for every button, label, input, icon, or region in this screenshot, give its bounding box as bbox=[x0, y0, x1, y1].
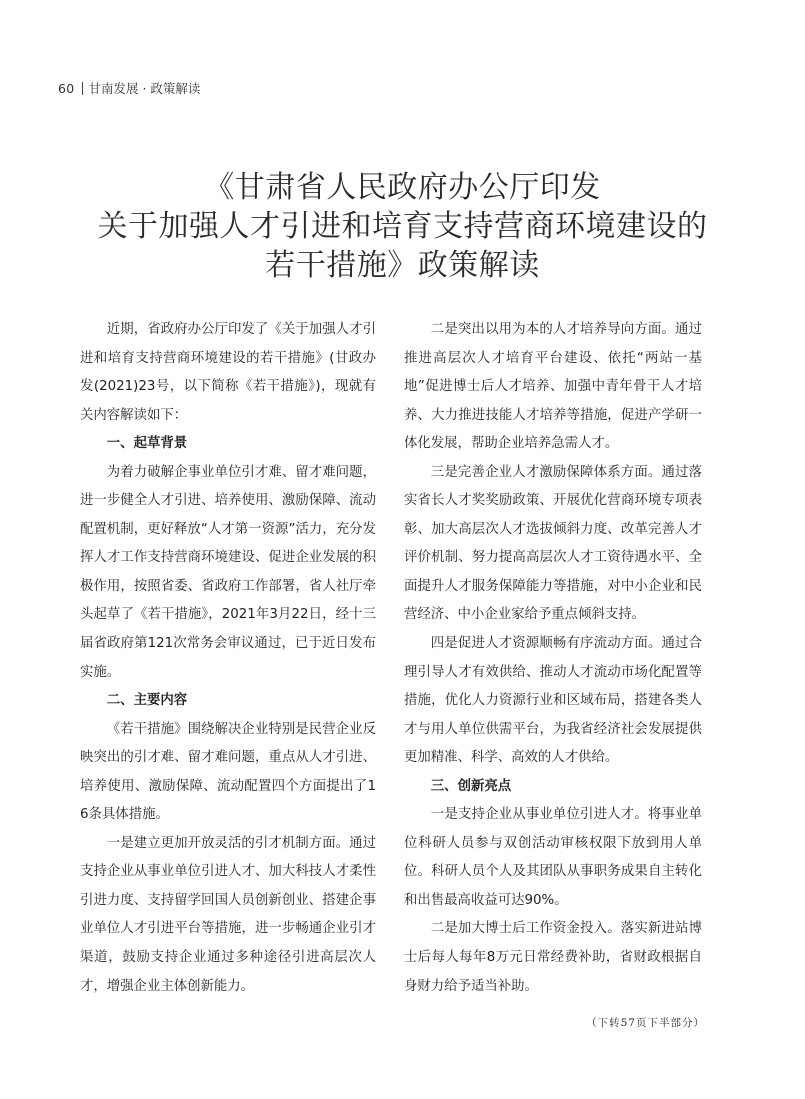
title-line-1: 《甘肃省人民政府办公厅印发 bbox=[204, 170, 601, 205]
measure-3-paragraph: 三是完善企业人才激励保障体系方面。通过落实省长人才奖奖励政策、开展优化营商环境专项表彰、加大高层次人才选拔倾斜力度、改革完善人才评价机制、努力提高高层次人才工资待遇水平、全面提升人才服务保障能力等措施，对中小企业和民营经济、中小企业家给予重点倾斜支持。 bbox=[404, 464, 702, 623]
header-divider bbox=[82, 82, 83, 95]
title-line-2: 关于加强人才引进和培育支持营商环境建设的 bbox=[97, 209, 708, 244]
highlight-1-paragraph: 一是支持企业从事业单位引进人才。将事业单位科研人员参与双创活动审核权限下放到用人单位。科研人员个人及其团队从事职务成果自主转化和出售最高收益可达90%。 bbox=[404, 807, 702, 908]
title-line-3: 若干措施》政策解读 bbox=[265, 248, 540, 283]
measure-2-paragraph: 二是突出以用为本的人才培养导向方面。通过推进高层次人才培育平台建设、依托“两站一基地”促进博士后人才培养、加强中青年骨干人才培养、大力推进技能人才培养等措施，促进产学研一体化发展，帮助企业培养急需人才。 bbox=[404, 322, 702, 452]
left-column bbox=[80, 316, 376, 1001]
measure-4-paragraph: 四是促进人才资源顺畅有序流动方面。通过合理引导人才有效供给、推动人才流动市场化配置等措施，优化人力资源行业和区域布局，搭建各类人才与用人单位供需平台，为我省经济社会发展提供更加精准、科学、高效的人才供给。 bbox=[404, 636, 702, 766]
continuation-note: （下转57页下半部分） bbox=[586, 1017, 705, 1029]
article-title bbox=[60, 168, 745, 285]
main-content-paragraph: 《若干措施》围绕解决企业特别是民营企业反映突出的引才难、留才难问题，重点从人才引进、培养使用、激励保障、流动配置四个方面提出了16条具体措施。 bbox=[80, 721, 376, 823]
intro-paragraph: 近期，省政府办公厅印发了《关于加强人才引进和培育支持营商环境建设的若干措施》(甘政办发(2021)23号，以下简称《若干措施》)，现就有关内容解读如下： bbox=[80, 322, 376, 423]
section-heading-main-content: 二、主要内容 bbox=[106, 693, 188, 709]
section-name: 甘南发展 · 政策解读 bbox=[88, 81, 201, 96]
background-paragraph: 为着力破解企事业单位引才难、留才难问题，进一步健全人才引进、培养使用、激励保障、流动配置机制，更好释放“人才第一资源”活力，充分发挥人才工作支持营商环境建设、促进企业发展的积极作用，按照省委、省政府工作部署，省人社厅牵头起草了《若干措施》，2021年3月22日，经十三届省政府第121次常务会审议通过，已于近日发布实施。 bbox=[80, 464, 376, 680]
section-heading-highlights: 三、创新亮点 bbox=[430, 778, 512, 794]
right-column bbox=[404, 316, 702, 1001]
page-number: 60 bbox=[58, 81, 75, 96]
running-header bbox=[58, 80, 200, 98]
section-heading-background: 一、起草背景 bbox=[106, 436, 188, 452]
highlight-2-paragraph: 二是加大博士后工作资金投入。落实新进站博士后每人每年8万元日常经费补助，省财政根据自身财力给予适当补助。 bbox=[404, 921, 702, 994]
measure-1-paragraph: 一是建立更加开放灵活的引才机制方面。通过支持企业从事业单位引进人才、加大科技人才柔性引进力度、支持留学回国人员创新创业、搭建企事业单位人才引进平台等措施，进一步畅通企业引才渠道，鼓励支持企业通过多种途径引进高层次人才，增强企业主体创新能力。 bbox=[80, 835, 376, 994]
